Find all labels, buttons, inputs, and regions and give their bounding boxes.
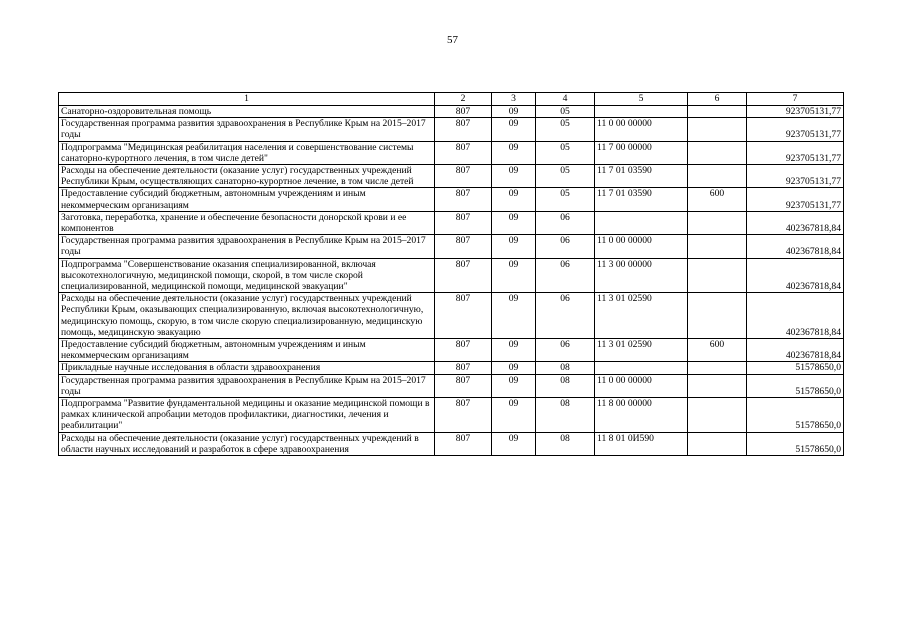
amount-cell: 51578650,0 bbox=[747, 374, 844, 397]
ministry-code-cell: 807 bbox=[435, 141, 492, 164]
expense-type-cell bbox=[688, 235, 747, 258]
section-code-cell: 09 bbox=[492, 188, 536, 211]
item-name-cell: Предоставление субсидий бюджетным, автономным учреждениям и иным некоммерческим организациям bbox=[59, 188, 435, 211]
table-header-row bbox=[59, 93, 844, 106]
target-article-cell: 11 7 00 00000 bbox=[595, 141, 688, 164]
target-article-cell: 11 3 01 02590 bbox=[595, 293, 688, 339]
ministry-code-cell: 807 bbox=[435, 165, 492, 188]
subsection-code-cell: 06 bbox=[536, 235, 595, 258]
item-name-cell: Подпрограмма "Развитие фундаментальной медицины и оказание медицинской помощи в рамках клинической апробации методов профилактики, диагностики, лечения и реабилитации" bbox=[59, 398, 435, 433]
table-row bbox=[59, 106, 844, 118]
amount-cell: 923705131,77 bbox=[747, 106, 844, 118]
section-code-cell: 09 bbox=[492, 141, 536, 164]
ministry-code-cell: 807 bbox=[435, 118, 492, 141]
expense-type-cell bbox=[688, 432, 747, 455]
expense-type-cell bbox=[688, 165, 747, 188]
target-article-cell bbox=[595, 362, 688, 374]
expense-type-cell bbox=[688, 258, 747, 293]
table-row bbox=[59, 362, 844, 374]
target-article-cell: 11 3 01 02590 bbox=[595, 339, 688, 362]
expense-type-cell bbox=[688, 293, 747, 339]
target-article-cell: 11 7 01 03590 bbox=[595, 188, 688, 211]
table-row bbox=[59, 188, 844, 211]
subsection-code-cell: 05 bbox=[536, 165, 595, 188]
subsection-code-cell: 08 bbox=[536, 374, 595, 397]
header-cell: 3 bbox=[492, 93, 536, 106]
expense-type-cell bbox=[688, 118, 747, 141]
expense-type-cell bbox=[688, 141, 747, 164]
amount-cell: 923705131,77 bbox=[747, 141, 844, 164]
amount-cell: 51578650,0 bbox=[747, 398, 844, 433]
item-name-cell: Подпрограмма "Совершенствование оказания специализированной, включая высокотехнологичную, медицинской помощи, скорой, в том числе скорой специализированной, медицинской помощи, медицинской эвакуации" bbox=[59, 258, 435, 293]
table-row bbox=[59, 211, 844, 234]
subsection-code-cell: 05 bbox=[536, 118, 595, 141]
section-code-cell: 09 bbox=[492, 374, 536, 397]
subsection-code-cell: 06 bbox=[536, 211, 595, 234]
item-name-cell: Санаторно-оздоровительная помощь bbox=[59, 106, 435, 118]
ministry-code-cell: 807 bbox=[435, 258, 492, 293]
subsection-code-cell: 05 bbox=[536, 106, 595, 118]
table-row bbox=[59, 398, 844, 433]
item-name-cell: Прикладные научные исследования в области здравоохранения bbox=[59, 362, 435, 374]
item-name-cell: Расходы на обеспечение деятельности (оказание услуг) государственных учреждений в области научных исследований и разработок в сфере здравоохранения bbox=[59, 432, 435, 455]
section-code-cell: 09 bbox=[492, 118, 536, 141]
item-name-cell: Подпрограмма "Медицинская реабилитация населения и совершенствование системы санаторно-курортного лечения, в том числе детей" bbox=[59, 141, 435, 164]
section-code-cell: 09 bbox=[492, 362, 536, 374]
amount-cell: 923705131,77 bbox=[747, 188, 844, 211]
table-row bbox=[59, 258, 844, 293]
section-code-cell: 09 bbox=[492, 106, 536, 118]
header-cell: 5 bbox=[595, 93, 688, 106]
target-article-cell bbox=[595, 106, 688, 118]
header-cell: 4 bbox=[536, 93, 595, 106]
ministry-code-cell: 807 bbox=[435, 211, 492, 234]
page-number: 57 bbox=[447, 34, 458, 46]
header-cell: 2 bbox=[435, 93, 492, 106]
target-article-cell: 11 3 00 00000 bbox=[595, 258, 688, 293]
table-row bbox=[59, 165, 844, 188]
target-article-cell: 11 0 00 00000 bbox=[595, 235, 688, 258]
target-article-cell: 11 7 01 03590 bbox=[595, 165, 688, 188]
section-code-cell: 09 bbox=[492, 432, 536, 455]
subsection-code-cell: 08 bbox=[536, 362, 595, 374]
table-row bbox=[59, 339, 844, 362]
target-article-cell: 11 8 00 00000 bbox=[595, 398, 688, 433]
amount-cell: 402367818,84 bbox=[747, 211, 844, 234]
expense-type-cell bbox=[688, 106, 747, 118]
amount-cell: 923705131,77 bbox=[747, 118, 844, 141]
expense-type-cell bbox=[688, 374, 747, 397]
amount-cell: 402367818,84 bbox=[747, 235, 844, 258]
target-article-cell bbox=[595, 211, 688, 234]
amount-cell: 402367818,84 bbox=[747, 339, 844, 362]
table-row bbox=[59, 235, 844, 258]
item-name-cell: Расходы на обеспечение деятельности (оказание услуг) государственных учреждений Республики Крым, оказывающих специализированную, включая высокотехнологичную, медицинскую помощь, скорую, в том числе скорую специализированную, медицинскую помощь, медицинскую эвакуацию bbox=[59, 293, 435, 339]
table-row bbox=[59, 293, 844, 339]
table-row bbox=[59, 374, 844, 397]
table-row bbox=[59, 432, 844, 455]
amount-cell: 402367818,84 bbox=[747, 258, 844, 293]
section-code-cell: 09 bbox=[492, 165, 536, 188]
expense-type-cell bbox=[688, 211, 747, 234]
ministry-code-cell: 807 bbox=[435, 374, 492, 397]
section-code-cell: 09 bbox=[492, 211, 536, 234]
item-name-cell: Государственная программа развития здравоохранения в Республике Крым на 2015–2017 годы bbox=[59, 374, 435, 397]
item-name-cell: Предоставление субсидий бюджетным, автономным учреждениям и иным некоммерческим организациям bbox=[59, 339, 435, 362]
ministry-code-cell: 807 bbox=[435, 106, 492, 118]
header-cell: 7 bbox=[747, 93, 844, 106]
subsection-code-cell: 06 bbox=[536, 293, 595, 339]
item-name-cell: Заготовка, переработка, хранение и обеспечение безопасности донорской крови и ее компонентов bbox=[59, 211, 435, 234]
target-article-cell: 11 8 01 0И590 bbox=[595, 432, 688, 455]
target-article-cell: 11 0 00 00000 bbox=[595, 374, 688, 397]
amount-cell: 51578650,0 bbox=[747, 362, 844, 374]
table-row bbox=[59, 141, 844, 164]
subsection-code-cell: 06 bbox=[536, 339, 595, 362]
ministry-code-cell: 807 bbox=[435, 432, 492, 455]
ministry-code-cell: 807 bbox=[435, 293, 492, 339]
target-article-cell: 11 0 00 00000 bbox=[595, 118, 688, 141]
ministry-code-cell: 807 bbox=[435, 398, 492, 433]
amount-cell: 51578650,0 bbox=[747, 432, 844, 455]
section-code-cell: 09 bbox=[492, 339, 536, 362]
ministry-code-cell: 807 bbox=[435, 362, 492, 374]
subsection-code-cell: 08 bbox=[536, 432, 595, 455]
ministry-code-cell: 807 bbox=[435, 339, 492, 362]
header-cell: 6 bbox=[688, 93, 747, 106]
amount-cell: 402367818,84 bbox=[747, 293, 844, 339]
item-name-cell: Государственная программа развития здравоохранения в Республике Крым на 2015–2017 годы bbox=[59, 118, 435, 141]
budget-table bbox=[58, 92, 844, 456]
section-code-cell: 09 bbox=[492, 293, 536, 339]
expense-type-cell: 600 bbox=[688, 188, 747, 211]
section-code-cell: 09 bbox=[492, 258, 536, 293]
subsection-code-cell: 08 bbox=[536, 398, 595, 433]
ministry-code-cell: 807 bbox=[435, 235, 492, 258]
expense-type-cell bbox=[688, 398, 747, 433]
ministry-code-cell: 807 bbox=[435, 188, 492, 211]
item-name-cell: Государственная программа развития здравоохранения в Республике Крым на 2015–2017 годы bbox=[59, 235, 435, 258]
table-row bbox=[59, 118, 844, 141]
amount-cell: 923705131,77 bbox=[747, 165, 844, 188]
subsection-code-cell: 05 bbox=[536, 188, 595, 211]
subsection-code-cell: 05 bbox=[536, 141, 595, 164]
section-code-cell: 09 bbox=[492, 398, 536, 433]
header-cell: 1 bbox=[59, 93, 435, 106]
expense-type-cell bbox=[688, 362, 747, 374]
item-name-cell: Расходы на обеспечение деятельности (оказание услуг) государственных учреждений Республики Крым, осуществляющих санаторно-курортное лечение, в том числе детей bbox=[59, 165, 435, 188]
expense-type-cell: 600 bbox=[688, 339, 747, 362]
subsection-code-cell: 06 bbox=[536, 258, 595, 293]
section-code-cell: 09 bbox=[492, 235, 536, 258]
